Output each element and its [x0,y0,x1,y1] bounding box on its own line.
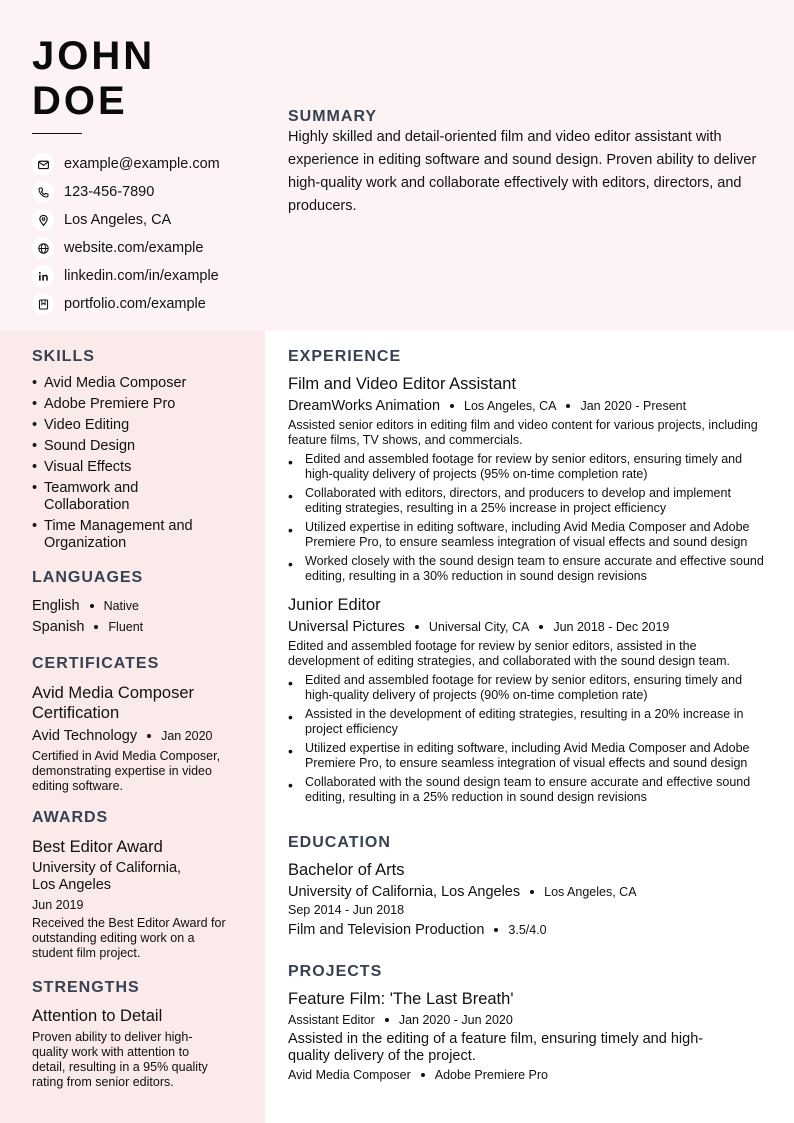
job-dates: Jun 2018 - Dec 2019 [553,620,670,634]
skill-item: • Adobe Premiere Pro [32,396,242,413]
job-bullet: • Worked closely with the sound design team to ensure accurate and effective sound editing, resulting in a 30% reduction in sound design revisions [288,554,770,584]
job-company: Universal Pictures [288,619,405,635]
separator-dot [415,625,419,629]
education-section [288,834,770,938]
separator-dot [494,928,498,932]
job-bullet: • Edited and assembled footage for review by senior editors, ensuring timely and high-quality delivery of projects (95% on-time completion rate) [288,452,770,482]
separator-dot [450,404,454,408]
skill-item: • Avid Media Composer [32,375,242,392]
skills-section [32,348,242,556]
certificate-title: Avid Media Composer Certification [32,684,195,722]
name-divider [32,133,82,134]
strength-title: Attention to Detail [32,1007,163,1025]
phone-icon [32,181,54,203]
location-pin-icon [32,209,54,231]
language-name: English [32,597,80,614]
job-bullet: • Collaborated with editors, directors, and producers to develop and implement editing strategies, resulting in a 25% increase in project efficiency [288,486,770,516]
award-organization: University of California, Los Angeles [32,860,182,893]
section-heading: LANGUAGES [32,569,144,586]
mail-icon [32,153,54,175]
certificate-description: Certified in Avid Media Composer, demonstrating expertise in video editing software. [32,749,221,793]
project-tool: Adobe Premiere Pro [434,1068,549,1082]
portfolio-icon [32,293,54,315]
separator-dot [421,1073,425,1077]
last-name: DOE [32,79,128,123]
contact-email[interactable] [32,150,220,178]
separator-dot [90,604,94,608]
language-name: Spanish [32,618,85,635]
job-title: Film and Video Editor Assistant [288,375,517,393]
skills-list [32,375,242,552]
summary-text: Highly skilled and detail-oriented film and video editor assistant with experience in editing software and sound design. Proven ability to deliver high-quality work and collaborate effectively with editors, directors, and producers. [288,129,757,214]
language-item [32,595,242,616]
section-heading: EXPERIENCE [288,348,402,365]
job-company: DreamWorks Animation [288,398,441,414]
contact-list [32,150,220,318]
strengths-section [32,979,242,1090]
job-description: Edited and assembled footage for review by senior editors, assisted in the development of editing strategies, and collaborated with the sound design team. [288,639,730,668]
job-bullet: • Utilized expertise in editing software, including Avid Media Composer and Adobe Premiere Pro, to ensure seamless integration of visual effects and sound design [288,741,770,771]
language-level: Native [103,598,139,613]
contact-text: portfolio.com/example [64,296,206,312]
project-description: Assisted in the editing of a feature film, ensuring timely and high-quality delivery of the project. [288,1031,704,1064]
project-dates: Jan 2020 - Jun 2020 [398,1013,513,1027]
project-title: Feature Film: 'The Last Breath' [288,990,514,1008]
section-heading: PROJECTS [288,963,383,980]
separator-dot [94,625,98,629]
skill-item: • Time Management and Organization [32,518,214,552]
job-bullets [288,452,770,584]
summary-section [288,108,770,218]
project-role: Assistant Editor [288,1013,375,1027]
certificate-issuer: Avid Technology [32,728,138,744]
degree-title: Bachelor of Arts [288,861,405,879]
contact-text: linkedin.com/in/example [64,268,219,284]
contact-text: 123-456-7890 [64,184,155,200]
globe-icon [32,237,54,259]
experience-section [288,348,770,809]
education-dates: Sep 2014 - Jun 2018 [288,903,405,917]
linkedin-icon [32,265,54,287]
job-bullet: • Collaborated with the sound design team to ensure accurate and effective sound editing, resulting in a 25% reduction in sound design revisions [288,775,770,805]
contact-phone[interactable] [32,178,220,206]
job-bullets [288,673,770,805]
project-tool: Avid Media Composer [288,1068,411,1082]
section-heading: SUMMARY [288,108,378,125]
section-heading: STRENGTHS [32,979,140,996]
education-meta [288,884,770,900]
projects-section [288,963,770,1082]
award-date: Jun 2019 [32,898,84,912]
job-description: Assisted senior editors in editing film and video content for various projects, including feature films, TV shows, and commercials. [288,418,758,447]
skill-item: • Video Editing [32,417,242,434]
job-entry [288,375,770,584]
contact-text: website.com/example [64,240,204,256]
job-bullet: • Utilized expertise in editing software, including Avid Media Composer and Adobe Premiere Pro, to ensure seamless integration of visual effects and sound design [288,520,770,550]
certificate-date: Jan 2020 [161,729,213,743]
job-dates: Jan 2020 - Present [580,399,687,413]
skill-item: • Teamwork and Collaboration [32,480,174,514]
project-meta [288,1013,770,1027]
candidate-name [32,34,155,124]
section-heading: CERTIFICATES [32,655,160,672]
separator-dot [147,734,151,738]
job-meta [288,398,770,414]
job-bullet: • Assisted in the development of editing strategies, resulting in a 20% increase in project efficiency [288,707,770,737]
separator-dot [539,625,543,629]
job-location: Universal City, CA [428,620,530,634]
gpa: 3.5/4.0 [508,923,547,937]
school-name: University of California, Los Angeles [288,884,521,900]
education-field-row [288,922,770,938]
section-heading: SKILLS [32,348,95,365]
awards-section [32,809,242,961]
languages-section [32,569,242,637]
contact-text: Los Angeles, CA [64,212,172,228]
contact-website[interactable] [32,234,220,262]
separator-dot [385,1018,389,1022]
school-location: Los Angeles, CA [544,885,637,899]
section-heading: AWARDS [32,809,109,826]
section-heading: EDUCATION [288,834,391,851]
job-title: Junior Editor [288,596,381,614]
contact-portfolio[interactable] [32,290,220,318]
skill-item: • Sound Design [32,438,242,455]
contact-text: example@example.com [64,156,220,172]
award-description: Received the Best Editor Award for outstanding editing work on a student film project. [32,916,226,960]
first-name: JOHN [32,34,156,78]
strength-description: Proven ability to deliver high-quality work with attention to detail, resulting in a 95% quality rating from senior editors. [32,1030,208,1089]
award-title: Best Editor Award [32,838,163,856]
job-entry [288,596,770,805]
job-location: Los Angeles, CA [464,399,557,413]
language-level: Fluent [108,619,144,634]
field-of-study: Film and Television Production [288,922,485,938]
job-bullet: • Edited and assembled footage for review by senior editors, ensuring timely and high-quality delivery of projects (90% on-time completion rate) [288,673,770,703]
separator-dot [566,404,570,408]
separator-dot [530,890,534,894]
certificates-section [32,655,242,794]
contact-linkedin[interactable] [32,262,220,290]
language-item [32,616,242,637]
skill-item: • Visual Effects [32,459,242,476]
contact-location [32,206,220,234]
job-meta [288,619,770,635]
project-tools [288,1068,770,1082]
